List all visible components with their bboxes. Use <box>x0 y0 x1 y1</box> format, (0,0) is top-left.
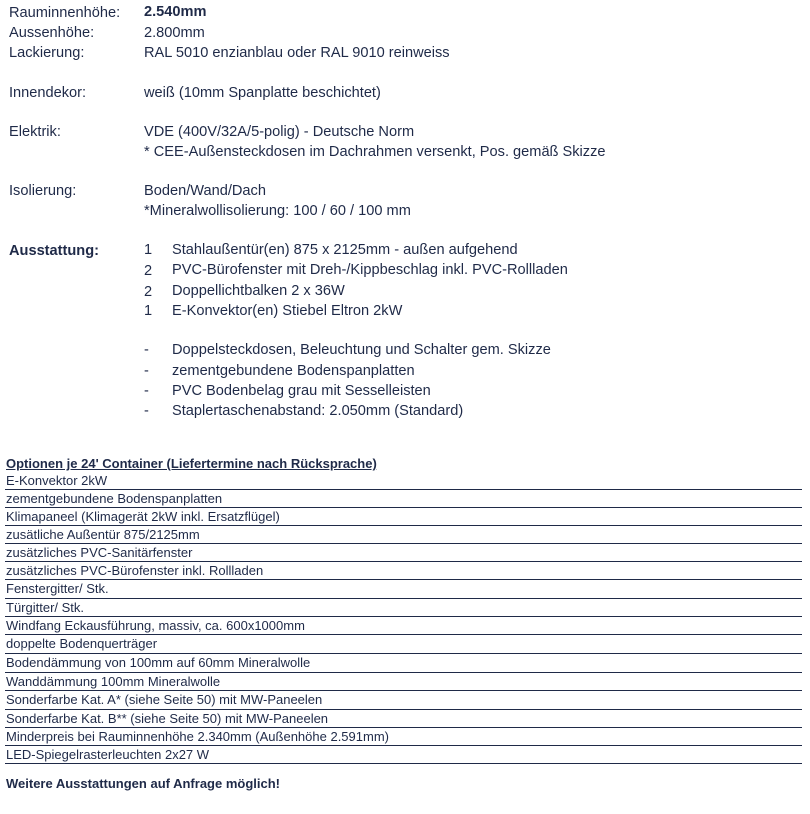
options-row: zusätzliches PVC-Bürofenster inkl. Rollladen <box>5 562 802 580</box>
ausstattung-qty: 2 <box>144 284 153 300</box>
ausstattung-qty: 2 <box>144 263 153 279</box>
options-row: Sonderfarbe Kat. A* (siehe Seite 50) mit MW-Paneelen <box>5 691 802 710</box>
options-row: E-Konvektor 2kW <box>5 472 802 490</box>
options-row: doppelte Bodenquerträger <box>5 635 802 654</box>
options-row: Minderpreis bei Rauminnenhöhe 2.340mm (Außenhöhe 2.591mm) <box>5 728 802 746</box>
ausstattung-item: Stahlaußentür(en) 875 x 2125mm - außen aufgehend <box>172 242 518 258</box>
options-footer: Weitere Ausstattungen auf Anfrage möglich! <box>6 776 280 791</box>
options-row: zusätzliches PVC-Sanitärfenster <box>5 544 802 562</box>
options-row: Windfang Eckausführung, massiv, ca. 600x1000mm <box>5 617 802 635</box>
spec-value-isolierung-note: *Mineralwollisolierung: 100 / 60 / 100 mm <box>144 203 411 219</box>
spec-label-aussenhoehe: Aussenhöhe: <box>9 25 95 41</box>
bullet-mark: - <box>144 383 149 399</box>
spec-value-lackierung: RAL 5010 enzianblau oder RAL 9010 reinweiss <box>144 45 450 61</box>
spec-value-elektrik-note: * CEE-Außensteckdosen im Dachrahmen versenkt, Pos. gemäß Skizze <box>144 144 606 160</box>
ausstattung-heading: Ausstattung: <box>9 243 99 259</box>
ausstattung-bullet: Staplertaschenabstand: 2.050mm (Standard) <box>172 403 464 419</box>
options-row: Türgitter/ Stk. <box>5 599 802 617</box>
options-row: Klimapaneel (Klimagerät 2kW inkl. Ersatzflügel) <box>5 508 802 526</box>
ausstattung-bullet: PVC Bodenbelag grau mit Sesselleisten <box>172 383 431 399</box>
options-row: LED-Spiegelrasterleuchten 2x27 W <box>5 746 802 764</box>
ausstattung-item: Doppellichtbalken 2 x 36W <box>172 283 345 299</box>
spec-value-isolierung: Boden/Wand/Dach <box>144 183 266 199</box>
ausstattung-bullet: Doppelsteckdosen, Beleuchtung und Schalter gem. Skizze <box>172 342 551 358</box>
ausstattung-qty: 1 <box>144 242 153 258</box>
options-title: Optionen je 24' Container (Liefertermine nach Rücksprache) <box>6 456 377 471</box>
options-row: Bodendämmung von 100mm auf 60mm Mineralwolle <box>5 654 802 673</box>
bullet-mark: - <box>144 403 149 419</box>
spec-label-lackierung: Lackierung: <box>9 45 85 61</box>
spec-value-aussenhoehe: 2.800mm <box>144 25 205 41</box>
ausstattung-item: E-Konvektor(en) Stiebel Eltron 2kW <box>172 303 403 319</box>
ausstattung-bullet: zementgebundene Bodenspanplatten <box>172 363 415 379</box>
options-row: Wanddämmung 100mm Mineralwolle <box>5 673 802 691</box>
options-row: Sonderfarbe Kat. B** (siehe Seite 50) mit MW-Paneelen <box>5 710 802 728</box>
spec-label-isolierung: Isolierung: <box>9 183 77 199</box>
ausstattung-qty: 1 <box>144 303 153 319</box>
spec-value-elektrik: VDE (400V/32A/5-polig) - Deutsche Norm <box>144 124 415 140</box>
spec-label-innendekor: Innendekor: <box>9 85 87 101</box>
options-table <box>5 472 802 764</box>
options-row: zusätliche Außentür 875/2125mm <box>5 526 802 544</box>
bullet-mark: - <box>144 342 149 358</box>
ausstattung-item: PVC-Bürofenster mit Dreh-/Kippbeschlag inkl. PVC-Rollladen <box>172 262 568 278</box>
spec-value-rauminnenhoehe: 2.540mm <box>144 4 207 20</box>
options-row: Fenstergitter/ Stk. <box>5 580 802 599</box>
spec-label-rauminnenhoehe: Rauminnenhöhe: <box>9 5 121 21</box>
spec-label-elektrik: Elektrik: <box>9 124 61 140</box>
spec-value-innendekor: weiß (10mm Spanplatte beschichtet) <box>144 85 381 101</box>
options-row: zementgebundene Bodenspanplatten <box>5 490 802 508</box>
bullet-mark: - <box>144 363 149 379</box>
